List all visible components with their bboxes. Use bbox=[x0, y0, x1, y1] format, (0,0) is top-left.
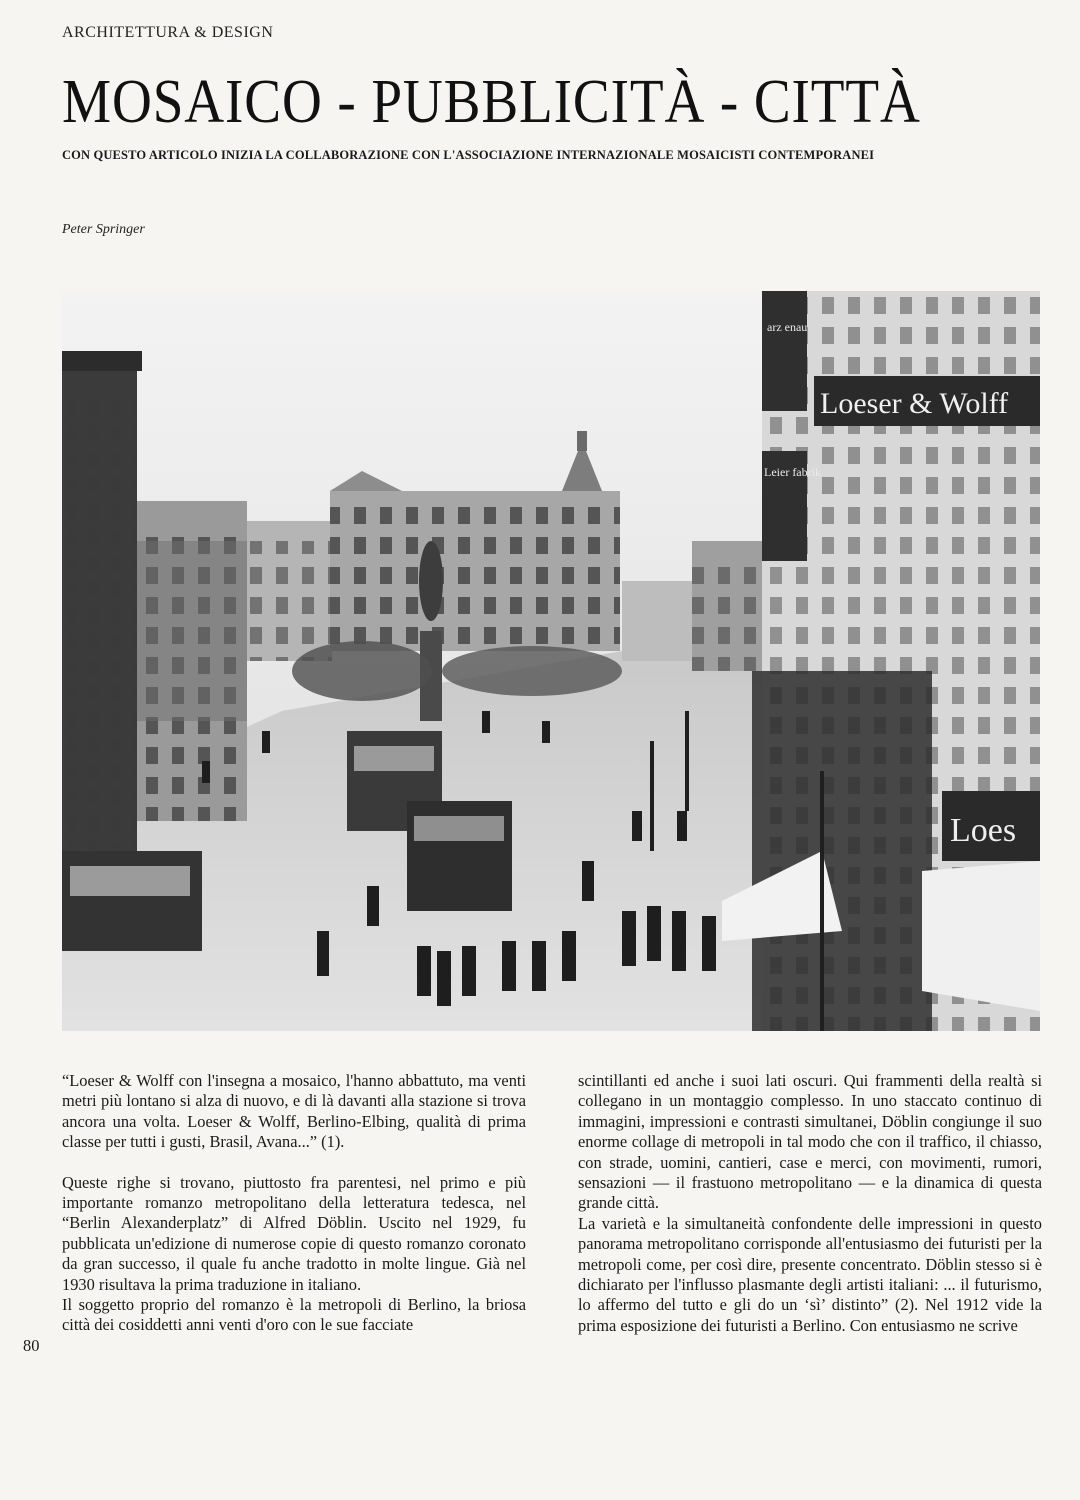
left-rear-building bbox=[247, 521, 332, 661]
paragraph: Il soggetto proprio del romanzo è la metropoli di Berlino, la briosa città dei cosiddetti anni venti d'oro con le sue facciate bbox=[62, 1295, 526, 1335]
section-label: ARCHITETTURA & DESIGN bbox=[62, 24, 274, 41]
paragraph: La varietà e la simultaneità confondente delle impressioni in questo panorama metropolitano corrisponde all'entusiasmo dei futuristi per la metropoli come, per così dire, presente concentrato. Döblin stesso si è dichiarato per l'influsso plasmante degli artisti italiani: ... il futurismo, lo affermo del tutto e gli do un ‘sì’ distinto” (2). Nel 1912 vide la prima esposizione dei futuristi a Berlino. Con entusiasmo ne scrive bbox=[578, 1213, 1042, 1335]
text-column-right bbox=[578, 1071, 1042, 1336]
left-building bbox=[62, 351, 142, 866]
historic-photo-alexanderplatz bbox=[62, 291, 1040, 1031]
paragraph: “Loeser & Wolff con l'insegna a mosaico, l'hanno abbattuto, ma venti metri più lontano si alza di nuovo, e di là davanti alla stazione si trova ancora una volta. Loeser & Wolff, Berlino-Elbing, qualità di prima classe per tutti i gusti, Brasil, Avana...” (1). bbox=[62, 1071, 526, 1152]
upper-sign-text: arz enau bbox=[767, 320, 808, 334]
paragraph: scintillanti ed anche i suoi lati oscuri. Qui frammenti della realtà si collegano in un montaggio complesso. In uno staccato continuo di immagini, impressioni e contrasti simultanei, Döblin congiunge il suo enorme collage di metropoli in tal modo che con il traffico, il chiasso, con strade, uomini, cantieri, case e merci, con movimenti, rumori, sensazioni — il frastuono metropolitano — e la dinamica di questa grande città. bbox=[578, 1071, 1042, 1213]
trees-left bbox=[292, 641, 432, 701]
paragraph: Queste righe si trovano, piuttosto fra parentesi, nel primo e più importante romanzo metropolitano della letteratura tedesca, nel “Berlin Alexanderplatz” di Alfred Döblin. Uscito nel 1929, fu pubblicata un'edizione di numerose copie di questo romanzo coronato da gran successo, il quale fu anche tradotto in molte lingue. Già nel 1930 risultava la prima traduzione in italiano. bbox=[62, 1172, 526, 1294]
side-sign-text: Leier fabrik bbox=[764, 465, 821, 479]
store-sign-main: Loeser & Wolff bbox=[820, 387, 1009, 420]
left-middle-building bbox=[137, 501, 247, 821]
article-subtitle: CON QUESTO ARTICOLO INIZIA LA COLLABORAZIONE CON L'ASSOCIAZIONE INTERNAZIONALE MOSAICISTI CONTEMPORANEI bbox=[62, 148, 875, 162]
article-title: MOSAICO - PUBBLICITÀ - CITTÀ bbox=[62, 68, 921, 136]
page-number: 80 bbox=[23, 1336, 40, 1355]
tram-carriage bbox=[407, 801, 512, 911]
trees-right bbox=[442, 646, 622, 696]
loeser-wolff-building bbox=[722, 291, 1040, 1031]
tram-left bbox=[62, 851, 202, 951]
text-column-left bbox=[62, 1071, 526, 1336]
monument-statue bbox=[419, 541, 443, 721]
store-sign-lower: Loes bbox=[950, 812, 1017, 849]
author-name: Peter Springer bbox=[62, 222, 145, 237]
